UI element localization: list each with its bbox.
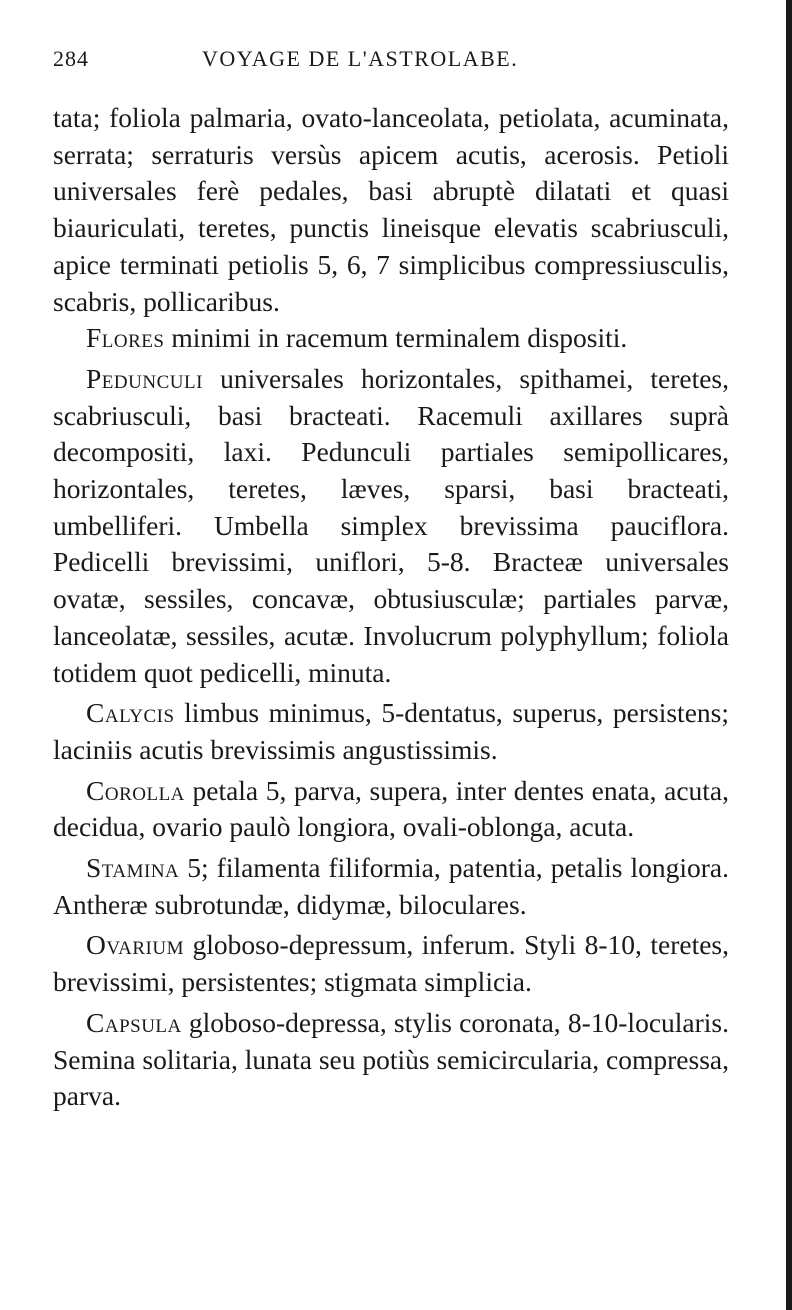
paragraph-text: tata; foliola palmaria, ovato-lanceolata, petiolata, acuminata, serrata; serraturis versùs apicem acutis, acerosis. Petioli universales ferè pedales, basi abruptè dilatati et quasi biauriculati, teretes, punctis lineisque elevatis scabriusculi, apice terminati petiolis 5, 6, 7 simplicibus compressiusculis, scabris, pollicaribus. [53,102,729,317]
section-term: Pedunculi [86,362,203,394]
paragraph-text: globoso-depressum, inferum. Styli 8-10, teretes, brevissimi, persistentes; stigmata simplicia. [53,929,729,998]
section-term: Capsula [86,1006,182,1038]
section-term: Stamina [86,852,180,884]
paragraph-calycis [53,695,729,768]
page-edge-border [786,0,792,1310]
paragraph-text: universales horizontales, spithamei, teretes, scabriusculi, basi bracteati. Racemuli axillares suprà decompositi, laxi. Pedunculi partiales semipollicares, horizontales, teretes, læves, sparsi, basi bracteati, umbelliferi. Umbella simplex brevissima pauciflora. Pedicelli brevissimi, uniflori, 5-8. Bracteæ universales ovatæ, sessiles, concavæ, obtusiusculæ; partiales parvæ, lanceolatæ, sessiles, acutæ. Involucrum polyphyllum; foliola totidem quot pedicelli, minuta. [53,362,729,688]
paragraph-text: globoso-depressa, stylis coronata, 8-10-locularis. Semina solitaria, lunata seu potiùs semicircularia, compressa, parva. [53,1006,729,1112]
section-term: Flores [86,322,165,354]
page-header [53,40,729,80]
paragraph-text: 5; filamenta filiformia, patentia, petalis longiora. Antheræ subrotundæ, didymæ, biloculares. [53,852,729,920]
paragraph-ovarium [53,927,729,1000]
running-title: VOYAGE DE L'ASTROLABE. [202,46,519,71]
paragraph-text: petala 5, parva, supera, inter dentes enata, acuta, decidua, ovario paulò longiora, ovali-oblonga, acuta. [53,774,729,843]
section-term: Ovarium [86,929,184,961]
paragraph-stamina [53,850,729,923]
section-term: Corolla [86,774,185,806]
paragraph-text: limbus minimus, 5-dentatus, superus, persistens; laciniis acutis brevissimis angustissimis. [53,697,729,765]
paragraph-pedunculi [53,361,729,691]
paragraph-continuation [53,100,729,320]
paragraph-corolla [53,773,729,846]
paragraph-capsula [53,1005,729,1115]
page-number: 284 [53,46,89,71]
section-term: Calycis [86,697,175,729]
body-text [53,100,729,1115]
paragraph-flores [53,320,729,357]
book-page [53,40,729,1115]
paragraph-text: minimi in racemum terminalem dispositi. [164,322,628,354]
